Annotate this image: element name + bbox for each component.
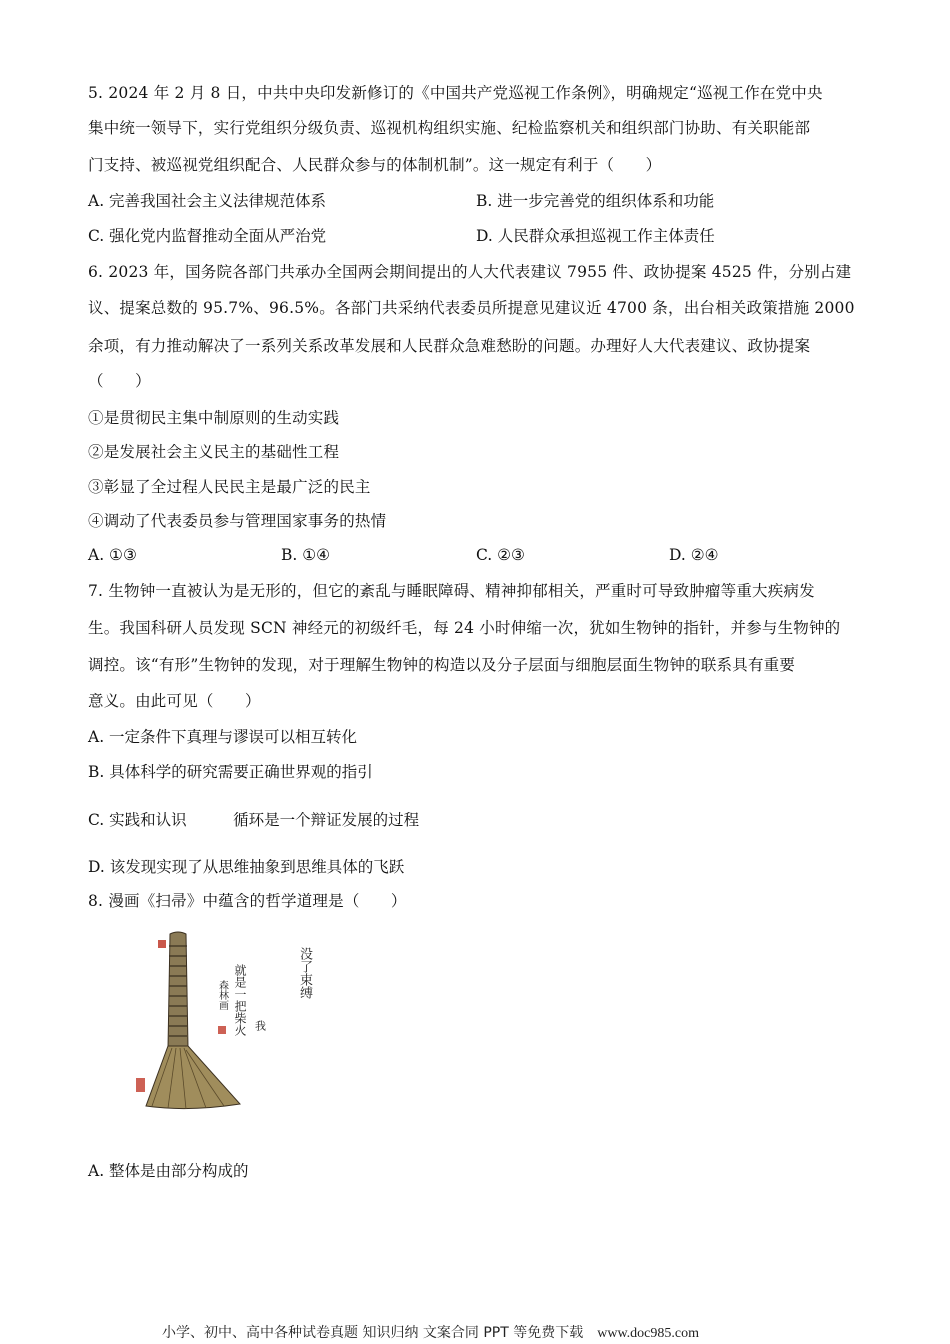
- q6-item-4: ④调动了代表委员参与管理国家事务的热情: [88, 512, 387, 530]
- q7-stem-line-2: 生。我国科研人员发现 SCN 神经元的初级纤毛，每 24 小时伸缩一次，犹如生物钟的指针，并参与生物钟的: [88, 619, 841, 637]
- page-footer: [162, 1324, 699, 1343]
- calligraphy-col-1b: 我: [253, 1020, 267, 1031]
- calligraphy-col-2: 就是一把柴火: [233, 964, 247, 1036]
- q5-option-d: D. 人民群众承担巡视工作主体责任: [476, 227, 715, 245]
- q8-stem: 8. 漫画《扫帚》中蕴含的哲学道理是（ ）: [88, 892, 407, 910]
- calligraphy-col-1: 没了束缚: [260, 947, 312, 962]
- broom-handle: [168, 932, 188, 1048]
- q6-option-a: A. ①③: [88, 546, 137, 564]
- q5-stem-line-1: 5. 2024 年 2 月 8 日，中共中央印发新修订的《中国共产党巡视工作条例》，明确规定“巡视工作在党中央: [88, 84, 823, 102]
- footer-text: 小学、初中、高中各种试卷真题 知识归纳 文案合同 PPT 等免费下载: [162, 1325, 584, 1341]
- q8-option-a: A. 整体是由部分构成的: [88, 1162, 249, 1180]
- calligraphy-signature: 森林画: [216, 980, 228, 1010]
- broom-illustration: [128, 928, 312, 1118]
- q7-stem-line-1: 7. 生物钟一直被认为是无形的，但它的紊乱与睡眠障碍、精神抑郁相关，严重时可导致肿瘤等重大疾病发: [88, 582, 815, 600]
- q7-stem-line-4: 意义。由此可见（ ）: [88, 692, 261, 710]
- footer-url[interactable]: www.doc985.com: [597, 1326, 699, 1341]
- q6-item-1: ①是贯彻民主集中制原则的生动实践: [88, 409, 340, 427]
- broom-bristles: [146, 1046, 240, 1109]
- seal-signature: [218, 1026, 226, 1034]
- q6-stem-line-3: 余项，有力推动解决了一系列关系改革发展和人民群众急难愁盼的问题。办理好人大代表建议、政协提案: [88, 337, 811, 355]
- broom-cartoon: [128, 928, 312, 1118]
- q6-stem-line-1: 6. 2023 年，国务院各部门共承办全国两会期间提出的人大代表建议 7955 件、政协提案 4525 件，分别占建: [88, 263, 852, 281]
- q6-stem-line-2: 议、提案总数的 95.7%、96.5%。各部门共采纳代表委员所提意见建议近 4700 条，出台相关政策措施 2000: [88, 299, 855, 317]
- q7-stem-line-3: 调控。该“有形”生物钟的发现，对于理解生物钟的构造以及分子层面与细胞层面生物钟的联系具有重要: [88, 656, 796, 674]
- q6-option-c: C. ②③: [476, 546, 525, 564]
- q7-option-d: D. 该发现实现了从思维抽象到思维具体的飞跃: [88, 858, 405, 876]
- q6-stem-line-4: （ ）: [88, 372, 151, 390]
- q5-option-a: A. 完善我国社会主义法律规范体系: [88, 192, 327, 210]
- q7-option-b: B. 具体科学的研究需要正确世界观的指引: [88, 763, 373, 781]
- q7-option-a: A. 一定条件下真理与谬误可以相互转化: [88, 728, 358, 746]
- seal-top-left: [158, 940, 166, 948]
- q6-item-2: ②是发展社会主义民主的基础性工程: [88, 443, 340, 461]
- seal-lower-left: [136, 1078, 145, 1092]
- q5-stem-line-2: 集中统一领导下，实行党组织分级负责、巡视机构组织实施、纪检监察机关和组织部门协助、有关职能部: [88, 119, 811, 137]
- q5-option-b: B. 进一步完善党的组织体系和功能: [476, 192, 715, 210]
- q5-stem-line-3: 门支持、被巡视党组织配合、人民群众参与的体制机制”。这一规定有利于（ ）: [88, 156, 662, 174]
- q6-option-d: D. ②④: [669, 546, 719, 564]
- q7-option-c: C. 实践和认识 循环是一个辩证发展的过程: [88, 811, 420, 829]
- q6-option-b: B. ①④: [281, 546, 331, 564]
- q6-item-3: ③彰显了全过程人民民主是最广泛的民主: [88, 478, 371, 496]
- q5-option-c: C. 强化党内监督推动全面从严治党: [88, 227, 327, 245]
